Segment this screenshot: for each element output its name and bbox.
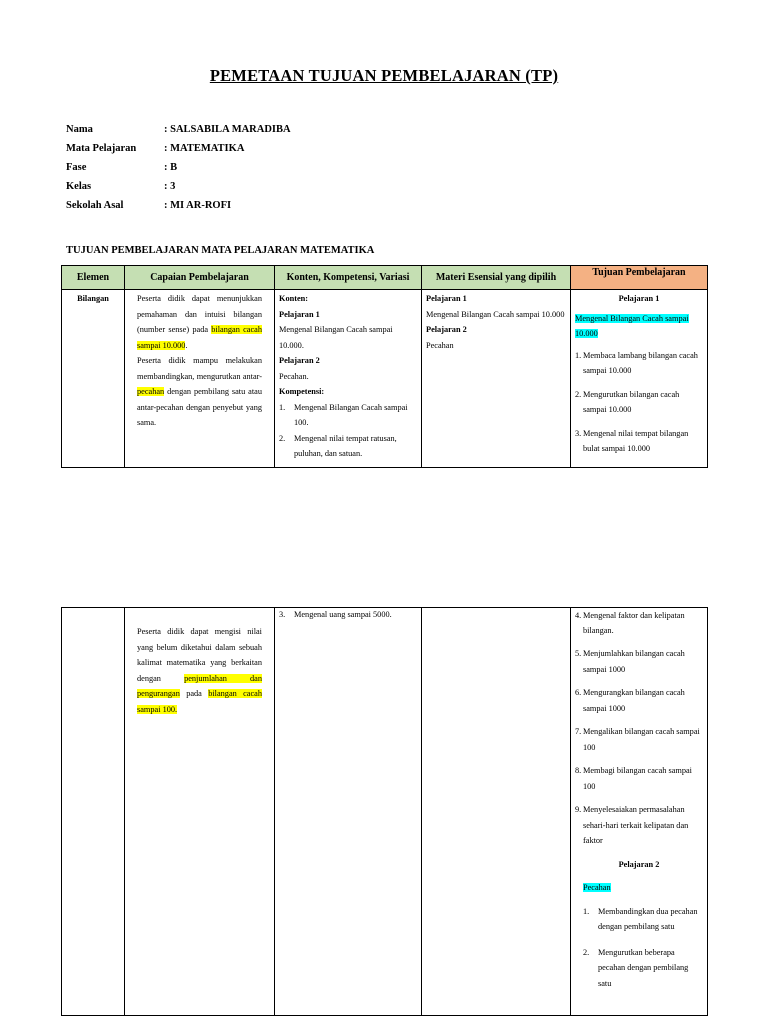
list-number: 1. bbox=[575, 350, 582, 360]
list-text: Mengurangkan bilangan cacah sampai 1000 bbox=[583, 688, 685, 713]
list-text: Mengenal faktor dan kelipatan bilangan. bbox=[583, 611, 685, 635]
materi-p2: Pecahan bbox=[426, 340, 454, 350]
tp-table-continued bbox=[61, 607, 708, 1016]
elemen-text: Bilangan bbox=[77, 294, 109, 303]
list-text: Menyelesaiakan permasalahan sehari-hari terkait kelipatan dan faktor bbox=[583, 805, 689, 845]
list-text: Mengenal Bilangan Cacah sampai 100. bbox=[294, 402, 408, 427]
list-item bbox=[575, 608, 703, 638]
list-text: Mengalikan bilangan cacah sampai 100 bbox=[583, 727, 700, 752]
list-item bbox=[575, 724, 703, 755]
header-elemen: Elemen bbox=[62, 266, 125, 290]
section-title: TUJUAN PEMBELAJARAN MATA PELAJARAN MATEMATIKA bbox=[66, 245, 375, 256]
cell-capaian bbox=[125, 608, 275, 1016]
list-item bbox=[575, 387, 703, 418]
capaian-highlight: penjumlahan dan pengurangan bbox=[137, 673, 262, 698]
list-number: 2. bbox=[575, 389, 582, 399]
list-item bbox=[575, 685, 703, 716]
tp-highlight: Pecahan bbox=[583, 883, 611, 892]
list-item bbox=[279, 609, 417, 620]
list-item bbox=[279, 431, 417, 462]
materi-p2-label: Pelajaran 2 bbox=[426, 325, 467, 334]
capaian-text: dengan pembilang satu atau antar-pecahan dengan penyebut yang sama. bbox=[137, 387, 262, 427]
cell-tujuan bbox=[571, 608, 708, 1016]
cell-materi bbox=[422, 608, 571, 1016]
tp-table-top bbox=[61, 265, 708, 468]
info-label: Kelas bbox=[66, 181, 92, 192]
table-row bbox=[62, 290, 708, 468]
list-item bbox=[279, 400, 417, 431]
table-header-row bbox=[62, 266, 708, 290]
list-item bbox=[575, 945, 703, 992]
list-text: Mengurutkan bilangan cacah sampai 10.000 bbox=[583, 389, 680, 414]
list-number: 2. bbox=[583, 947, 590, 957]
list-number: 1. bbox=[279, 402, 286, 412]
tp-highlight: Mengenal Bilangan Cacah sampai 10.000 bbox=[575, 313, 689, 338]
list-item bbox=[575, 802, 703, 849]
konten-p2-label: Pelajaran 2 bbox=[279, 356, 320, 365]
list-number: 2. bbox=[279, 433, 286, 443]
cell-konten bbox=[275, 608, 422, 1016]
info-label: Fase bbox=[66, 162, 87, 173]
info-row-nama bbox=[66, 124, 291, 143]
capaian-highlight: pecahan bbox=[137, 387, 165, 396]
info-row-fase bbox=[66, 162, 291, 181]
list-text: Mengurutkan beberapa pecahan dengan pembilang satu bbox=[598, 947, 689, 988]
tp-p2-heading bbox=[575, 880, 703, 896]
info-value: : 3 bbox=[164, 181, 176, 192]
capaian-highlight: bilangan cacah sampai 10.000 bbox=[137, 325, 263, 350]
header-capaian: Capaian Pembelajaran bbox=[125, 266, 275, 290]
list-text: Mengenal nilai tempat bilangan bulat sampai 10.000 bbox=[583, 428, 689, 453]
capaian-text: Peserta didik dapat menunjukkan pemahaman dan intuisi bilangan (number sense) pada bbox=[137, 294, 262, 334]
konten-label: Konten: bbox=[279, 294, 309, 303]
list-item bbox=[575, 646, 703, 677]
info-label: Nama bbox=[66, 124, 93, 135]
tp-p1-label: Pelajaran 1 bbox=[618, 294, 660, 303]
list-item bbox=[575, 426, 703, 457]
list-text: Mengenal uang sampai 5000. bbox=[294, 610, 392, 619]
capaian-text: pada bbox=[179, 689, 209, 698]
header-materi: Materi Esensial yang dipilih bbox=[422, 266, 571, 290]
capaian-text: Peserta didik dapat mengisi nilai yang belum diketahui dalam sebuah kalimat matematika yang berkaitan dengan bbox=[137, 627, 262, 683]
materi-p1: Mengenal Bilangan Cacah sampai 10.000 bbox=[426, 309, 565, 319]
list-text: Menjumlahkan bilangan cacah sampai 1000 bbox=[583, 649, 685, 674]
kompetensi-list bbox=[279, 609, 417, 620]
info-label: Sekolah Asal bbox=[66, 200, 124, 211]
info-value: : SALSABILA MARADIBA bbox=[164, 124, 291, 135]
capaian-highlight: bilangan cacah sampai 100. bbox=[137, 689, 262, 714]
cell-capaian bbox=[125, 290, 275, 468]
list-text: Membagi bilangan cacah sampai 100 bbox=[583, 766, 692, 791]
list-text: Membandingkan dua pecahan dengan pembilang satu bbox=[598, 906, 698, 931]
cell-materi bbox=[422, 290, 571, 468]
header-konten: Konten, Kompetensi, Variasi bbox=[275, 266, 422, 290]
list-number: 7. bbox=[575, 727, 582, 736]
table-row bbox=[62, 608, 708, 1016]
list-number: 8. bbox=[575, 766, 582, 775]
konten-p2: Pecahan. bbox=[279, 371, 309, 381]
konten-p1: Mengenal Bilangan Cacah sampai 10.000. bbox=[279, 325, 393, 350]
page-title: PEMETAAN TUJUAN PEMBELAJARAN (TP) bbox=[209, 66, 559, 85]
list-number: 5. bbox=[575, 649, 582, 658]
list-item bbox=[575, 763, 703, 794]
kompetensi-label: Kompetensi: bbox=[279, 387, 325, 396]
list-text: Mengenal nilai tempat ratusan, puluhan, dan satuan. bbox=[294, 433, 397, 458]
cell-konten bbox=[275, 290, 422, 468]
cell-elemen bbox=[62, 290, 125, 468]
tp-p2-label: Pelajaran 2 bbox=[618, 859, 660, 869]
info-value: : MI AR-ROFI bbox=[164, 200, 232, 211]
list-number: 3. bbox=[279, 610, 286, 619]
capaian-text: Peserta didik mampu melakukan membandingkan, mengurutkan antar- bbox=[137, 356, 262, 381]
cell-tujuan bbox=[571, 290, 708, 468]
capaian-text: . bbox=[185, 340, 188, 350]
list-item bbox=[575, 348, 703, 379]
tp-p1-heading bbox=[575, 311, 703, 342]
info-label: Mata Pelajaran bbox=[66, 143, 137, 154]
info-row-mata-pelajaran bbox=[66, 143, 291, 162]
header-tujuan: Tujuan Pembelajaran bbox=[571, 266, 708, 290]
capaian-paragraph-2 bbox=[137, 353, 262, 431]
materi-p1-label: Pelajaran 1 bbox=[426, 294, 467, 303]
kompetensi-list bbox=[279, 400, 417, 462]
list-number: 9. bbox=[575, 805, 582, 814]
konten-p1-label: Pelajaran 1 bbox=[279, 309, 320, 319]
cell-elemen bbox=[62, 608, 125, 1016]
info-row-kelas bbox=[66, 181, 291, 200]
list-number: 3. bbox=[575, 428, 582, 438]
info-value: : B bbox=[164, 162, 178, 173]
identity-block bbox=[66, 124, 291, 219]
list-item bbox=[575, 904, 703, 935]
capaian-paragraph-1 bbox=[137, 291, 262, 353]
list-number: 4. bbox=[575, 611, 582, 620]
info-value: : MATEMATIKA bbox=[164, 143, 245, 154]
info-row-sekolah-asal bbox=[66, 200, 291, 219]
list-number: 6. bbox=[575, 688, 582, 697]
list-text: Membaca lambang bilangan cacah sampai 10.000 bbox=[583, 350, 698, 375]
list-number: 1. bbox=[583, 906, 590, 916]
